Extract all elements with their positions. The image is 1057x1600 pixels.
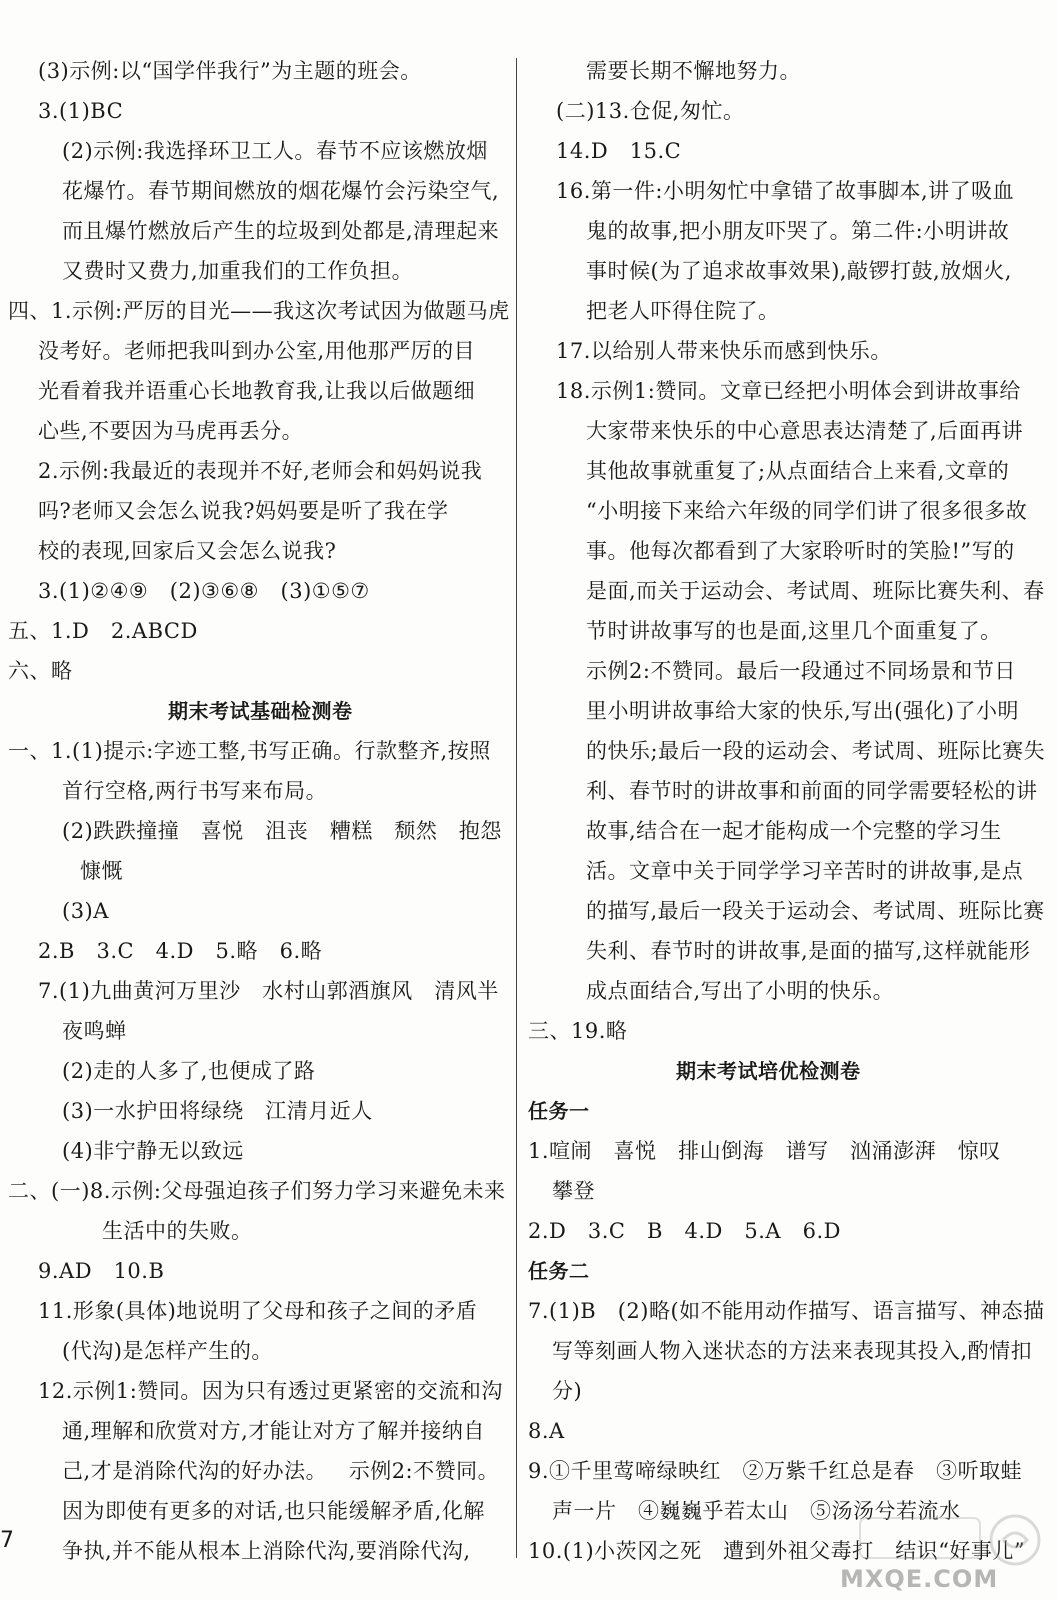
- answer-line: 吗?老师又会怎么说我?妈妈要是听了我在学: [38, 499, 449, 523]
- answer-line: 需要长期不懈地努力。: [586, 59, 801, 83]
- answer-line: 的描写,最后一段关于运动会、考试周、班际比赛: [586, 899, 1045, 923]
- answer-line: 故事,结合在一起才能构成一个完整的学习生: [586, 819, 1002, 843]
- answer-line: 失利、春节时的讲故事,是面的描写,这样就能形: [586, 939, 1031, 963]
- answer-line: (3)示例:以“国学伴我行”为主题的班会。: [38, 59, 422, 83]
- answer-line: 而且爆竹燃放后产生的垃圾到处都是,清理起来: [62, 219, 500, 243]
- answer-line: 7.(1)B (2)略(如不能用动作描写、语言描写、神态描: [528, 1299, 1045, 1323]
- answer-line: (2)走的人多了,也便成了路: [62, 1059, 316, 1083]
- answer-line: 声一片 ④巍巍乎若太山 ⑤汤汤兮若流水: [552, 1499, 961, 1523]
- answer-line: 光看着我并语重心长地教育我,让我以后做题细: [38, 379, 476, 403]
- answer-line: 利、春节时的讲故事和前面的同学需要轻松的讲: [586, 779, 1038, 803]
- answer-line: 的快乐;最后一段的运动会、考试周、班际比赛失: [586, 739, 1046, 763]
- answer-line: (2)示例:我选择环卫工人。春节不应该燃放烟: [62, 139, 488, 163]
- answer-line: 鬼的故事,把小朋友吓哭了。第二件:小明讲故: [586, 219, 1010, 243]
- answer-line: 己,才是消除代沟的好办法。 示例2:不赞同。: [62, 1459, 500, 1483]
- section-heading: 任务二: [528, 1259, 590, 1283]
- answer-line: 争执,并不能从根本上消除代沟,要消除代沟,: [62, 1539, 471, 1563]
- answer-line: 16.第一件:小明匆忙中拿错了故事脚本,讲了吸血: [556, 179, 1015, 203]
- answer-line: 四、1.示例:严厉的目光——我这次考试因为做题马虎: [8, 299, 510, 323]
- answer-line: 一、1.(1)提示:字迹工整,书写正确。行款整齐,按照: [8, 739, 491, 763]
- answer-line: 二、(一)8.示例:父母强迫孩子们努力学习来避免未来: [8, 1179, 506, 1203]
- answer-line: 心些,不要因为马虎再丢分。: [38, 419, 304, 443]
- answer-line: 首行空格,两行书写来布局。: [62, 779, 328, 803]
- answer-line: 慷慨: [80, 859, 123, 883]
- answer-line: 花爆竹。春节期间燃放的烟花爆竹会污染空气,: [62, 179, 500, 203]
- answer-line: 大家带来快乐的中心意思表达清楚了,后面再讲: [586, 419, 1024, 443]
- answer-line: 3.(1)BC: [38, 99, 124, 123]
- answer-line: 1.喧闹 喜悦 排山倒海 谱写 汹涌澎湃 惊叹: [528, 1139, 1001, 1163]
- answer-line: (2)跌跌撞撞 喜悦 沮丧 糟糕 颓然 抱怨: [62, 819, 502, 843]
- answer-line: 9.①千里莺啼绿映红 ②万紫千红总是春 ③听取蛙: [528, 1459, 1023, 1483]
- answer-line: 校的表现,回家后又会怎么说我?: [38, 539, 337, 563]
- answer-line: 18.示例1:赞同。文章已经把小明体会到讲故事给: [556, 379, 1021, 403]
- answer-line: 成点面结合,写出了小明的快乐。: [586, 979, 895, 1003]
- answer-line: 三、19.略: [528, 1019, 628, 1043]
- section-heading: 任务一: [528, 1099, 590, 1123]
- answer-line: 没考好。老师把我叫到办公室,用他那严厉的目: [38, 339, 476, 363]
- answer-line: (4)非宁静无以致远: [62, 1139, 244, 1163]
- answer-line: 六、略: [8, 659, 73, 683]
- answer-line: 7.(1)九曲黄河万里沙 水村山郭酒旗风 清风半: [38, 979, 499, 1003]
- answer-line: 通,理解和欣赏对方,才能让对方了解并接纳自: [62, 1419, 485, 1443]
- answer-line: 17.以给别人带来快乐而感到快乐。: [556, 339, 892, 363]
- answer-line: 把老人吓得住院了。: [586, 299, 780, 323]
- column-divider: [516, 58, 517, 1558]
- section-heading: 期末考试基础检测卷: [168, 699, 353, 723]
- answer-line: 五、1.D 2.ABCD: [8, 619, 198, 643]
- answer-line: (二)13.仓促,匆忙。: [556, 99, 745, 123]
- answer-line: “小明接下来给六年级的同学们讲了很多很多故: [586, 499, 1028, 523]
- watermark-text: MXQE.COM: [840, 1565, 999, 1593]
- answer-line: 14.D 15.C: [556, 139, 682, 163]
- answer-line: 写等刻画人物入迷状态的方法来表现其投入,酌情扣: [552, 1339, 1033, 1363]
- answer-line: 节时讲故事写的也是面,这里几个面重复了。: [586, 619, 1002, 643]
- answer-line: 是面,而关于运动会、考试周、班际比赛失利、春: [586, 579, 1045, 603]
- answer-line: 里小明讲故事给大家的快乐,写出(强化)了小明: [586, 699, 1020, 723]
- answer-line: 因为即使有更多的对话,也只能缓解矛盾,化解: [62, 1499, 485, 1523]
- answer-line: 11.形象(具体)地说明了父母和孩子之间的矛盾: [38, 1299, 478, 1323]
- answer-line: 2.示例:我最近的表现并不好,老师会和妈妈说我: [38, 459, 483, 483]
- answer-line: 事。他每次都看到了大家聆听时的笑脸!”写的: [586, 539, 1015, 563]
- section-heading: 期末考试培优检测卷: [676, 1059, 861, 1083]
- answer-line: 12.示例1:赞同。因为只有透过更紧密的交流和沟: [38, 1379, 503, 1403]
- answer-line: 事时候(为了追求故事效果),敲锣打鼓,放烟火,: [586, 259, 1012, 283]
- answer-line: 示例2:不赞同。最后一段通过不同场景和节日: [586, 659, 1016, 683]
- answer-line: 3.(1)②④⑨ (2)③⑥⑧ (3)①⑤⑦: [38, 579, 370, 603]
- answer-line: 攀登: [552, 1179, 595, 1203]
- answer-line: (代沟)是怎样产生的。: [62, 1339, 273, 1363]
- page-number: 7: [0, 1528, 14, 1553]
- answer-line: 9.AD 10.B: [38, 1259, 165, 1283]
- answer-line: (3)A: [62, 899, 109, 923]
- answer-line: 生活中的失败。: [102, 1219, 253, 1243]
- answer-line: 2.B 3.C 4.D 5.略 6.略: [38, 939, 323, 963]
- answer-line: 分): [552, 1379, 583, 1403]
- answer-line: 8.A: [528, 1419, 565, 1443]
- answer-line: 又费时又费力,加重我们的工作负担。: [62, 259, 414, 283]
- answer-line: 10.(1)小茨冈之死 遭到外祖父毒打 结识“好事儿”: [528, 1539, 1026, 1563]
- answer-line: 2.D 3.C B 4.D 5.A 6.D: [528, 1219, 841, 1243]
- answer-line: (3)一水护田将绿绕 江清月近人: [62, 1099, 373, 1123]
- answer-line: 活。文章中关于同学学习辛苦时的讲故事,是点: [586, 859, 1024, 883]
- answer-line: 其他故事就重复了;从点面结合上来看,文章的: [586, 459, 1010, 483]
- answer-line: 夜鸣蝉: [62, 1019, 127, 1043]
